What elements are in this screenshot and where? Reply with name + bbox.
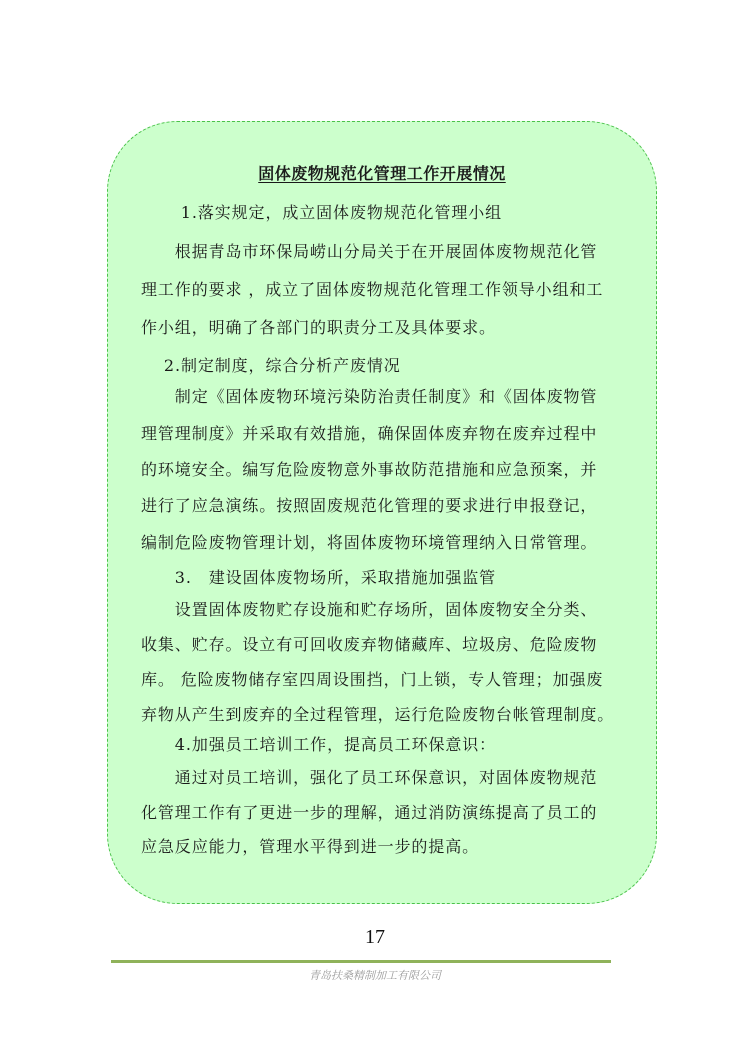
document-title: 固体废物规范化管理工作开展情况 — [258, 164, 506, 183]
text-line-1: 1.落实规定，成立固体废物规范化管理小组 — [141, 203, 503, 222]
footer-divider — [111, 960, 611, 963]
text-line-7: 理管理制度》并采取有效措施，确保固体废弃物在废弃过程中 — [141, 424, 598, 443]
text-line-12: 设置固体废物贮存设施和贮存场所，固体废物安全分类、 — [141, 600, 598, 619]
footer-company-name: 青岛扶桑精制加工有限公司 — [309, 969, 441, 982]
text-line-16: 4.加强员工培训工作，提高员工环保意识： — [141, 735, 497, 754]
text-line-10: 编制危险废物管理计划，将固体废物环境管理纳入日常管理。 — [141, 533, 598, 552]
text-line-17: 通过对员工培训，强化了员工环保意识，对固体废物规范 — [141, 768, 598, 787]
text-line-6: 制定《固体废物环境污染防治责任制度》和《固体废物管 — [141, 387, 598, 406]
text-line-4: 作小组，明确了各部门的职责分工及具体要求。 — [141, 318, 496, 337]
text-line-14: 库。 危险废物储存室四周设围挡，门上锁，专人管理；加强废 — [141, 670, 604, 689]
text-line-9: 进行了应急演练。按照固废规范化管理的要求进行申报登记， — [141, 496, 598, 515]
text-line-2: 根据青岛市环保局崂山分局关于在开展固体废物规范化管 — [141, 242, 598, 261]
text-line-5: 2.制定制度，综合分析产废情况 — [141, 356, 401, 375]
text-line-15: 弃物从产生到废弃的全过程管理，运行危险废物台帐管理制度。 — [141, 705, 615, 724]
text-line-18: 化管理工作有了更进一步的理解，通过消防演练提高了员工的 — [141, 803, 598, 822]
text-line-13: 收集、贮存。设立有可回收废弃物储藏库、垃圾房、危险废物 — [141, 635, 598, 654]
content-panel — [107, 121, 657, 904]
text-line-3: 理工作的要求 ，成立了固体废物规范化管理工作领导小组和工 — [141, 280, 604, 299]
text-line-11: 3. 建设固体废物场所，采取措施加强监管 — [141, 568, 497, 587]
text-line-8: 的环境安全。编写危险废物意外事故防范措施和应急预案，并 — [141, 460, 598, 479]
text-line-19: 应急反应能力，管理水平得到进一步的提高。 — [141, 837, 480, 856]
page-number: 17 — [365, 926, 385, 948]
